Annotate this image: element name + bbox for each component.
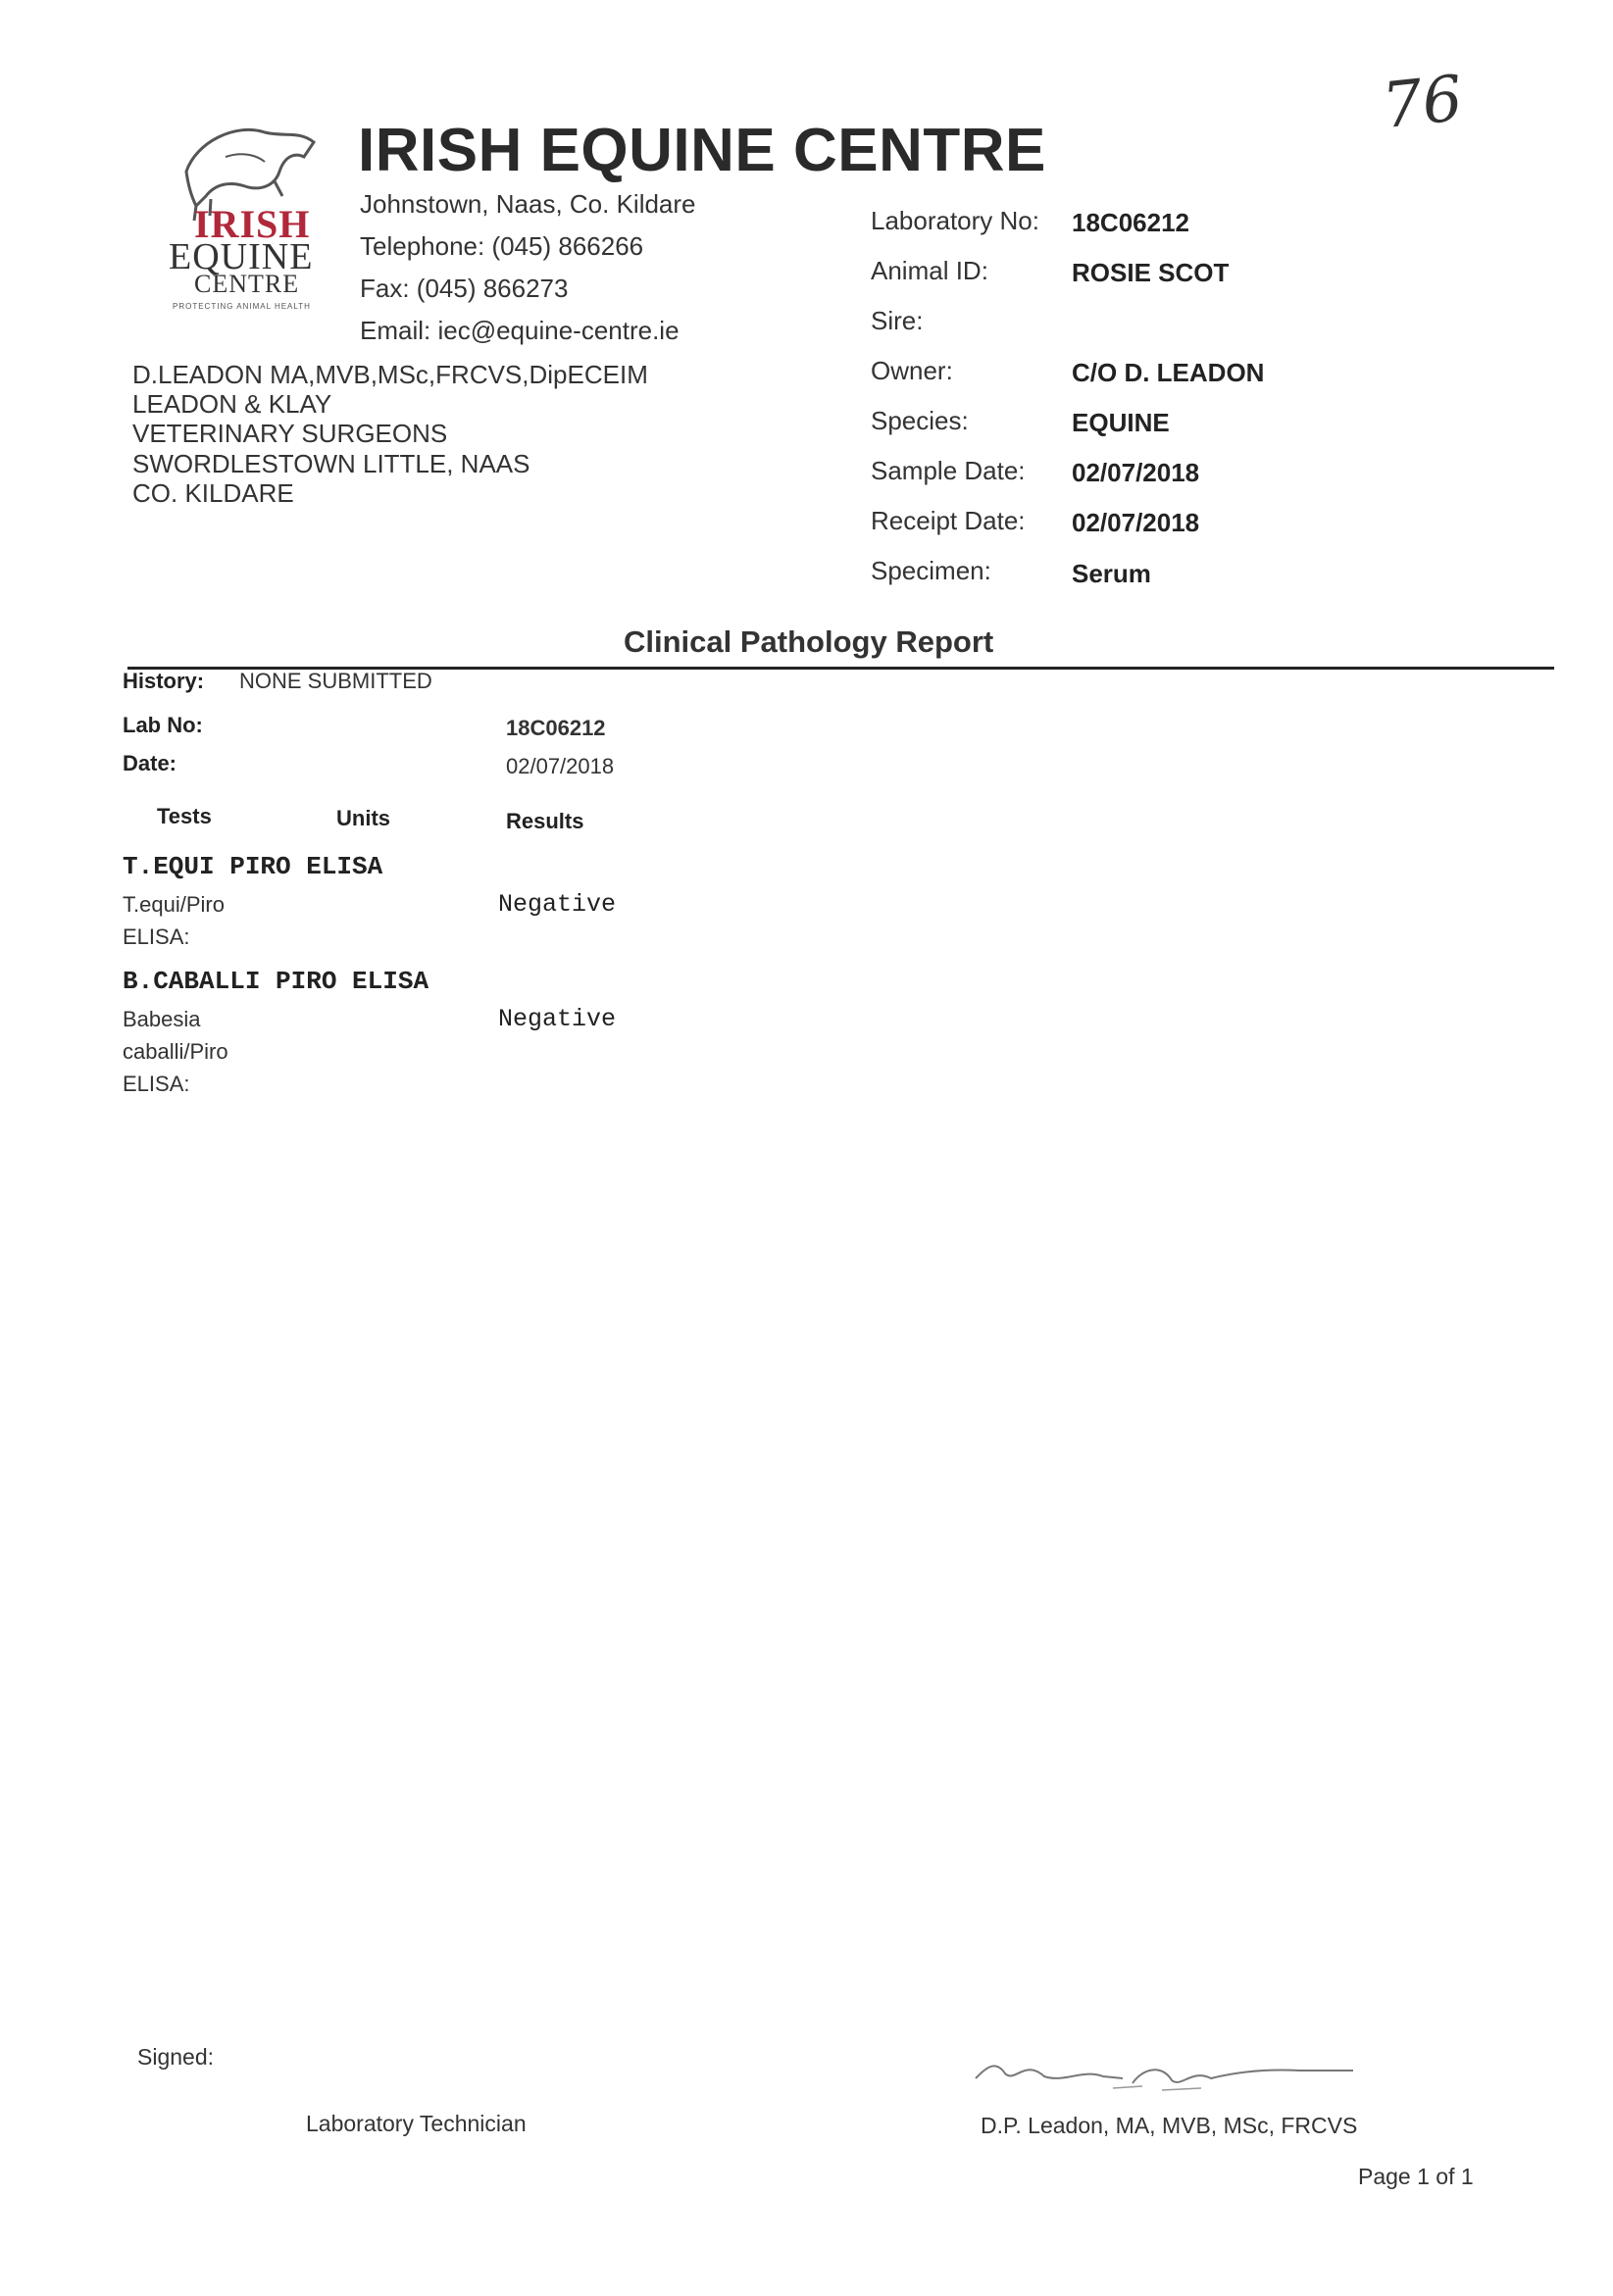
meta-label-species: Species:: [871, 406, 969, 435]
meta-value-species: EQUINE: [1072, 408, 1170, 437]
meta-value-receipt-date: 02/07/2018: [1072, 508, 1200, 537]
organization-email: Email: iec@equine-centre.ie: [360, 316, 680, 345]
meta-value-lab-no: 18C06212: [1072, 208, 1189, 237]
recipient-line: VETERINARY SURGEONS: [132, 419, 448, 448]
column-header-units: Units: [336, 806, 390, 830]
organization-telephone: Telephone: (045) 866266: [360, 231, 644, 261]
technician-label: Laboratory Technician: [306, 2111, 527, 2136]
test-name-line: T.equi/Piro: [123, 892, 225, 917]
meta-label-owner: Owner:: [871, 356, 953, 385]
meta-value-owner: C/O D. LEADON: [1072, 358, 1265, 387]
report-title: Clinical Pathology Report: [624, 624, 994, 659]
organization-fax: Fax: (045) 866273: [360, 274, 569, 303]
meta-label-specimen: Specimen:: [871, 556, 991, 585]
test-name-line: ELISA:: [123, 924, 190, 949]
meta-label-receipt-date: Receipt Date:: [871, 506, 1026, 535]
lab-no-value: 18C06212: [506, 716, 606, 740]
meta-value-specimen: Serum: [1072, 559, 1151, 588]
column-header-results: Results: [506, 809, 584, 833]
page-indicator: Page 1 of 1: [1358, 2164, 1474, 2189]
test-section-heading: B.CABALLI PIRO ELISA: [123, 967, 429, 996]
test-result: Negative: [498, 1005, 617, 1033]
signatory-name: D.P. Leadon, MA, MVB, MSc, FRCVS: [981, 2113, 1358, 2138]
test-result: Negative: [498, 890, 617, 919]
history-value: NONE SUBMITTED: [239, 669, 432, 693]
recipient-line: CO. KILDARE: [132, 478, 294, 508]
handwritten-annotation: 76: [1379, 62, 1467, 144]
logo-line-equine: EQUINE: [169, 236, 314, 277]
recipient-line: D.LEADON MA,MVB,MSc,FRCVS,DipECEIM: [132, 360, 648, 389]
meta-value-animal-id: ROSIE SCOT: [1072, 258, 1230, 287]
meta-label-sample-date: Sample Date:: [871, 456, 1026, 485]
organization-name: IRISH EQUINE CENTRE: [358, 117, 1046, 184]
logo-line-centre: CENTRE: [194, 270, 300, 298]
test-name-line: Babesia: [123, 1007, 201, 1031]
logo-tagline: PROTECTING ANIMAL HEALTH: [173, 302, 311, 311]
test-section-heading: T.EQUI PIRO ELISA: [123, 852, 383, 881]
meta-label-lab-no: Laboratory No:: [871, 206, 1039, 235]
test-name-line: caballi/Piro: [123, 1039, 228, 1064]
date-value: 02/07/2018: [506, 754, 615, 778]
organization-address: Johnstown, Naas, Co. Kildare: [360, 189, 696, 219]
meta-label-sire: Sire:: [871, 306, 924, 335]
meta-value-sample-date: 02/07/2018: [1072, 458, 1200, 487]
recipient-line: SWORDLESTOWN LITTLE, NAAS: [132, 449, 530, 478]
meta-label-animal-id: Animal ID:: [871, 256, 988, 285]
date-label: Date:: [123, 751, 177, 775]
recipient-line: LEADON & KLAY: [132, 389, 332, 419]
history-label: History:: [123, 669, 205, 693]
logo-line-irish: IRISH: [194, 202, 311, 246]
lab-no-label: Lab No:: [123, 713, 203, 737]
test-name-line: ELISA:: [123, 1072, 190, 1096]
column-header-tests: Tests: [157, 804, 212, 828]
signature-icon: [966, 2039, 1358, 2098]
signed-label: Signed:: [137, 2044, 215, 2070]
